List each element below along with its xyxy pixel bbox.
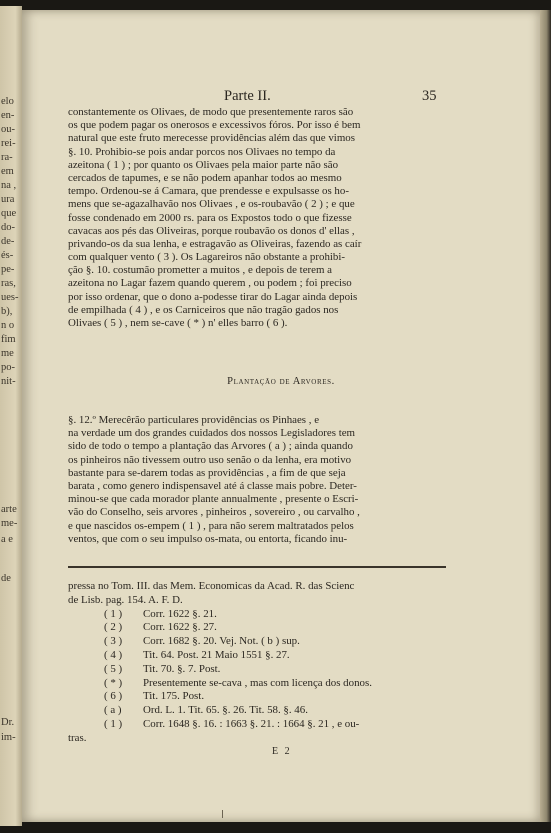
footnote-mark: ( 3 ) [104, 635, 123, 648]
margin-fragment: elo [1, 96, 14, 107]
book-page [22, 10, 540, 822]
text-line: ventos, que com o seu impulso os-mata, ou entorta, ficando inu- [68, 532, 348, 545]
margin-fragment: en- [1, 110, 15, 121]
margin-fragment: ues- [1, 292, 19, 303]
margin-fragment: em [1, 166, 14, 177]
text-line: natural que este fruto merecesse providências além das que vimos [68, 132, 355, 145]
text-line: e que nascidos os-empem ( 1 ) , para não serem maltratados pelos [68, 519, 354, 532]
text-line: constantemente os Olivaes, de modo que presentemente raros são [68, 106, 354, 118]
footnote-mark: ( 1 ) [104, 607, 123, 620]
text-line: §. 12.º Merecêrão particulares providências os Pinhaes , e [68, 414, 320, 426]
footnote-mark: ( 1 ) [104, 717, 123, 730]
footnote-text: Presentemente se-cava , mas com licença dos donos. [143, 676, 372, 689]
margin-fragment: me- [1, 518, 18, 529]
page-mark [222, 810, 226, 818]
text-line: privando-os da sua lenha, e estragavão as Oliveiras, fazendo as caír [68, 237, 362, 250]
footnote-text: Corr. 1622 §. 21. [143, 607, 217, 620]
margin-fragment: que [1, 208, 17, 219]
text-line: com qualquer vento ( 3 ). Os Lagareiros não obstante a prohibi- [68, 251, 346, 264]
footnote-mark: ( 4 ) [104, 648, 123, 661]
margin-fragment: do- [1, 222, 15, 233]
text-line: cercados de tapumes, e se não podem apanhar todos ao mesmo [68, 171, 342, 184]
paragraph-olive-groves [68, 106, 443, 330]
text-line: os que podem pagar os onerosos e excessivos fóros. Por isso é bem [68, 119, 361, 132]
footnote-text: Ord. L. 1. Tit. 65. §. 26. Tit. 58. §. 46. [143, 704, 308, 717]
text-line: azeitona ( 1 ) ; por quanto os Olivaes pela maior parte não são [68, 158, 339, 171]
section-heading: Plantação de Arvores. [227, 376, 335, 387]
running-header-title: Parte II. [224, 88, 271, 104]
adjacent-page-edge [0, 6, 22, 826]
footnote-item [68, 677, 443, 691]
margin-fragment: n o [1, 320, 15, 331]
footnote-mark: ( * ) [104, 676, 123, 689]
text-line: minou-se que cada morador plante annualmente , presente o Escri- [68, 493, 359, 506]
margin-fragment: nit- [1, 376, 16, 387]
footnote-continuation: de Lisb. pag. 154. A. F. D. [68, 593, 183, 606]
footnote-text: Corr. 1622 §. 27. [143, 621, 217, 634]
footnote-continuation: tras. [68, 731, 87, 744]
text-line: sido de todo o tempo a plantação das Arvores ( a ) ; ainda quando [68, 440, 353, 453]
footnote-text: Corr. 1682 §. 20. Vej. Not. ( b ) sup. [143, 635, 300, 648]
footnote-mark: ( a ) [104, 704, 122, 717]
margin-fragment: rei- [1, 138, 16, 149]
footnote-text: Tit. 64. Post. 21 Maio 1551 §. 27. [143, 648, 290, 661]
text-line: §. 10. Prohibio-se pois andar porcos nos Olivaes no tempo da [68, 145, 336, 158]
text-line: vão do Conselho, seis arvores , pinheiros , sovereiro , ou carvalho , [68, 506, 360, 519]
margin-fragment: fim [1, 334, 16, 345]
footnote-mark: ( 5 ) [104, 662, 123, 675]
margin-fragment: me [1, 348, 14, 359]
page-edge-shadow [540, 10, 551, 822]
footnote-mark: ( 2 ) [104, 621, 123, 634]
footnote-mark: ( 6 ) [104, 690, 123, 703]
text-line: Olivaes ( 5 ) , nem se-cave ( * ) n' elles barro ( 6 ). [68, 317, 288, 329]
margin-fragment: b), [1, 306, 13, 317]
footnote-item [68, 704, 443, 718]
footnote-text: Tit. 70. §. 7. Post. [143, 662, 221, 675]
text-line: mens que se-agazalhavão nos Olivaes , e os-roubavão ( 2 ) ; e que [68, 198, 355, 211]
text-line: ção §. 10. costumão prometter a muitos , e depois de terem a [68, 264, 333, 277]
text-line: de empilhada ( 4 ) , e os Carniceiros que não tragão gados nos [68, 303, 339, 316]
margin-fragment: im- [1, 732, 16, 743]
text-line: cavacas aos pés das Oliveiras, porque roubavão os donos d' ellas , [68, 224, 355, 237]
margin-fragment: ras, [1, 278, 16, 289]
signature-mark: E 2 [272, 746, 292, 757]
footnote-continuation: pressa no Tom. III. das Mem. Economicas da Acad. R. das Scienc [68, 580, 355, 592]
margin-fragment: ra- [1, 152, 13, 163]
footnote-item [68, 718, 443, 732]
footnote-item [68, 621, 443, 635]
text-line: barata , como genero indispensavel até á classe mais pobre. Deter- [68, 479, 357, 492]
text-line: tempo. Ordenou-se á Camara, que prendesse e expulsasse os ho- [68, 185, 349, 198]
text-line: azeitona no Lagar fazem quando querem , ou podem ; foi preciso [68, 277, 352, 290]
margin-fragment: a e [1, 534, 13, 545]
margin-fragment: pe- [1, 264, 15, 275]
text-line: bastante para se-darem todas as providências , a fim de que seja [68, 466, 346, 479]
footnote-text: Corr. 1648 §. 16. : 1663 §. 21. : 1664 §. 21 , e ou- [143, 717, 360, 730]
text-line: fosse condenado em 2000 rs. para os Expostos todo o que fizesse [68, 211, 352, 224]
paragraph-tree-planting [68, 414, 443, 546]
text-line: por isso ordenar, que o dono a-podesse tirar do Lagar ainda depois [68, 290, 358, 303]
footnote-item [68, 649, 443, 663]
margin-fragment: po- [1, 362, 15, 373]
footnote-separator [68, 566, 446, 568]
margin-fragment: na , [1, 180, 17, 191]
footnote-text: Tit. 175. Post. [143, 690, 205, 703]
margin-fragment: Dr. [1, 717, 15, 728]
footnote-item [68, 635, 443, 649]
footnotes [68, 580, 443, 746]
margin-fragment: arte [1, 504, 17, 515]
margin-fragment: de [1, 573, 11, 584]
margin-fragment: ura [1, 194, 15, 205]
text-line: na verdade um dos grandes cuidados dos nossos Legisladores tem [68, 427, 356, 440]
footnote-item [68, 663, 443, 677]
footnote-item [68, 690, 443, 704]
margin-fragment: és- [1, 250, 14, 261]
margin-fragment: ou- [1, 124, 15, 135]
text-line: os pinheiros não tivessem outro uso senão o da lenha, era motivo [68, 453, 352, 466]
footnote-item [68, 608, 443, 622]
margin-fragment: de- [1, 236, 15, 247]
page-number: 35 [422, 88, 437, 104]
